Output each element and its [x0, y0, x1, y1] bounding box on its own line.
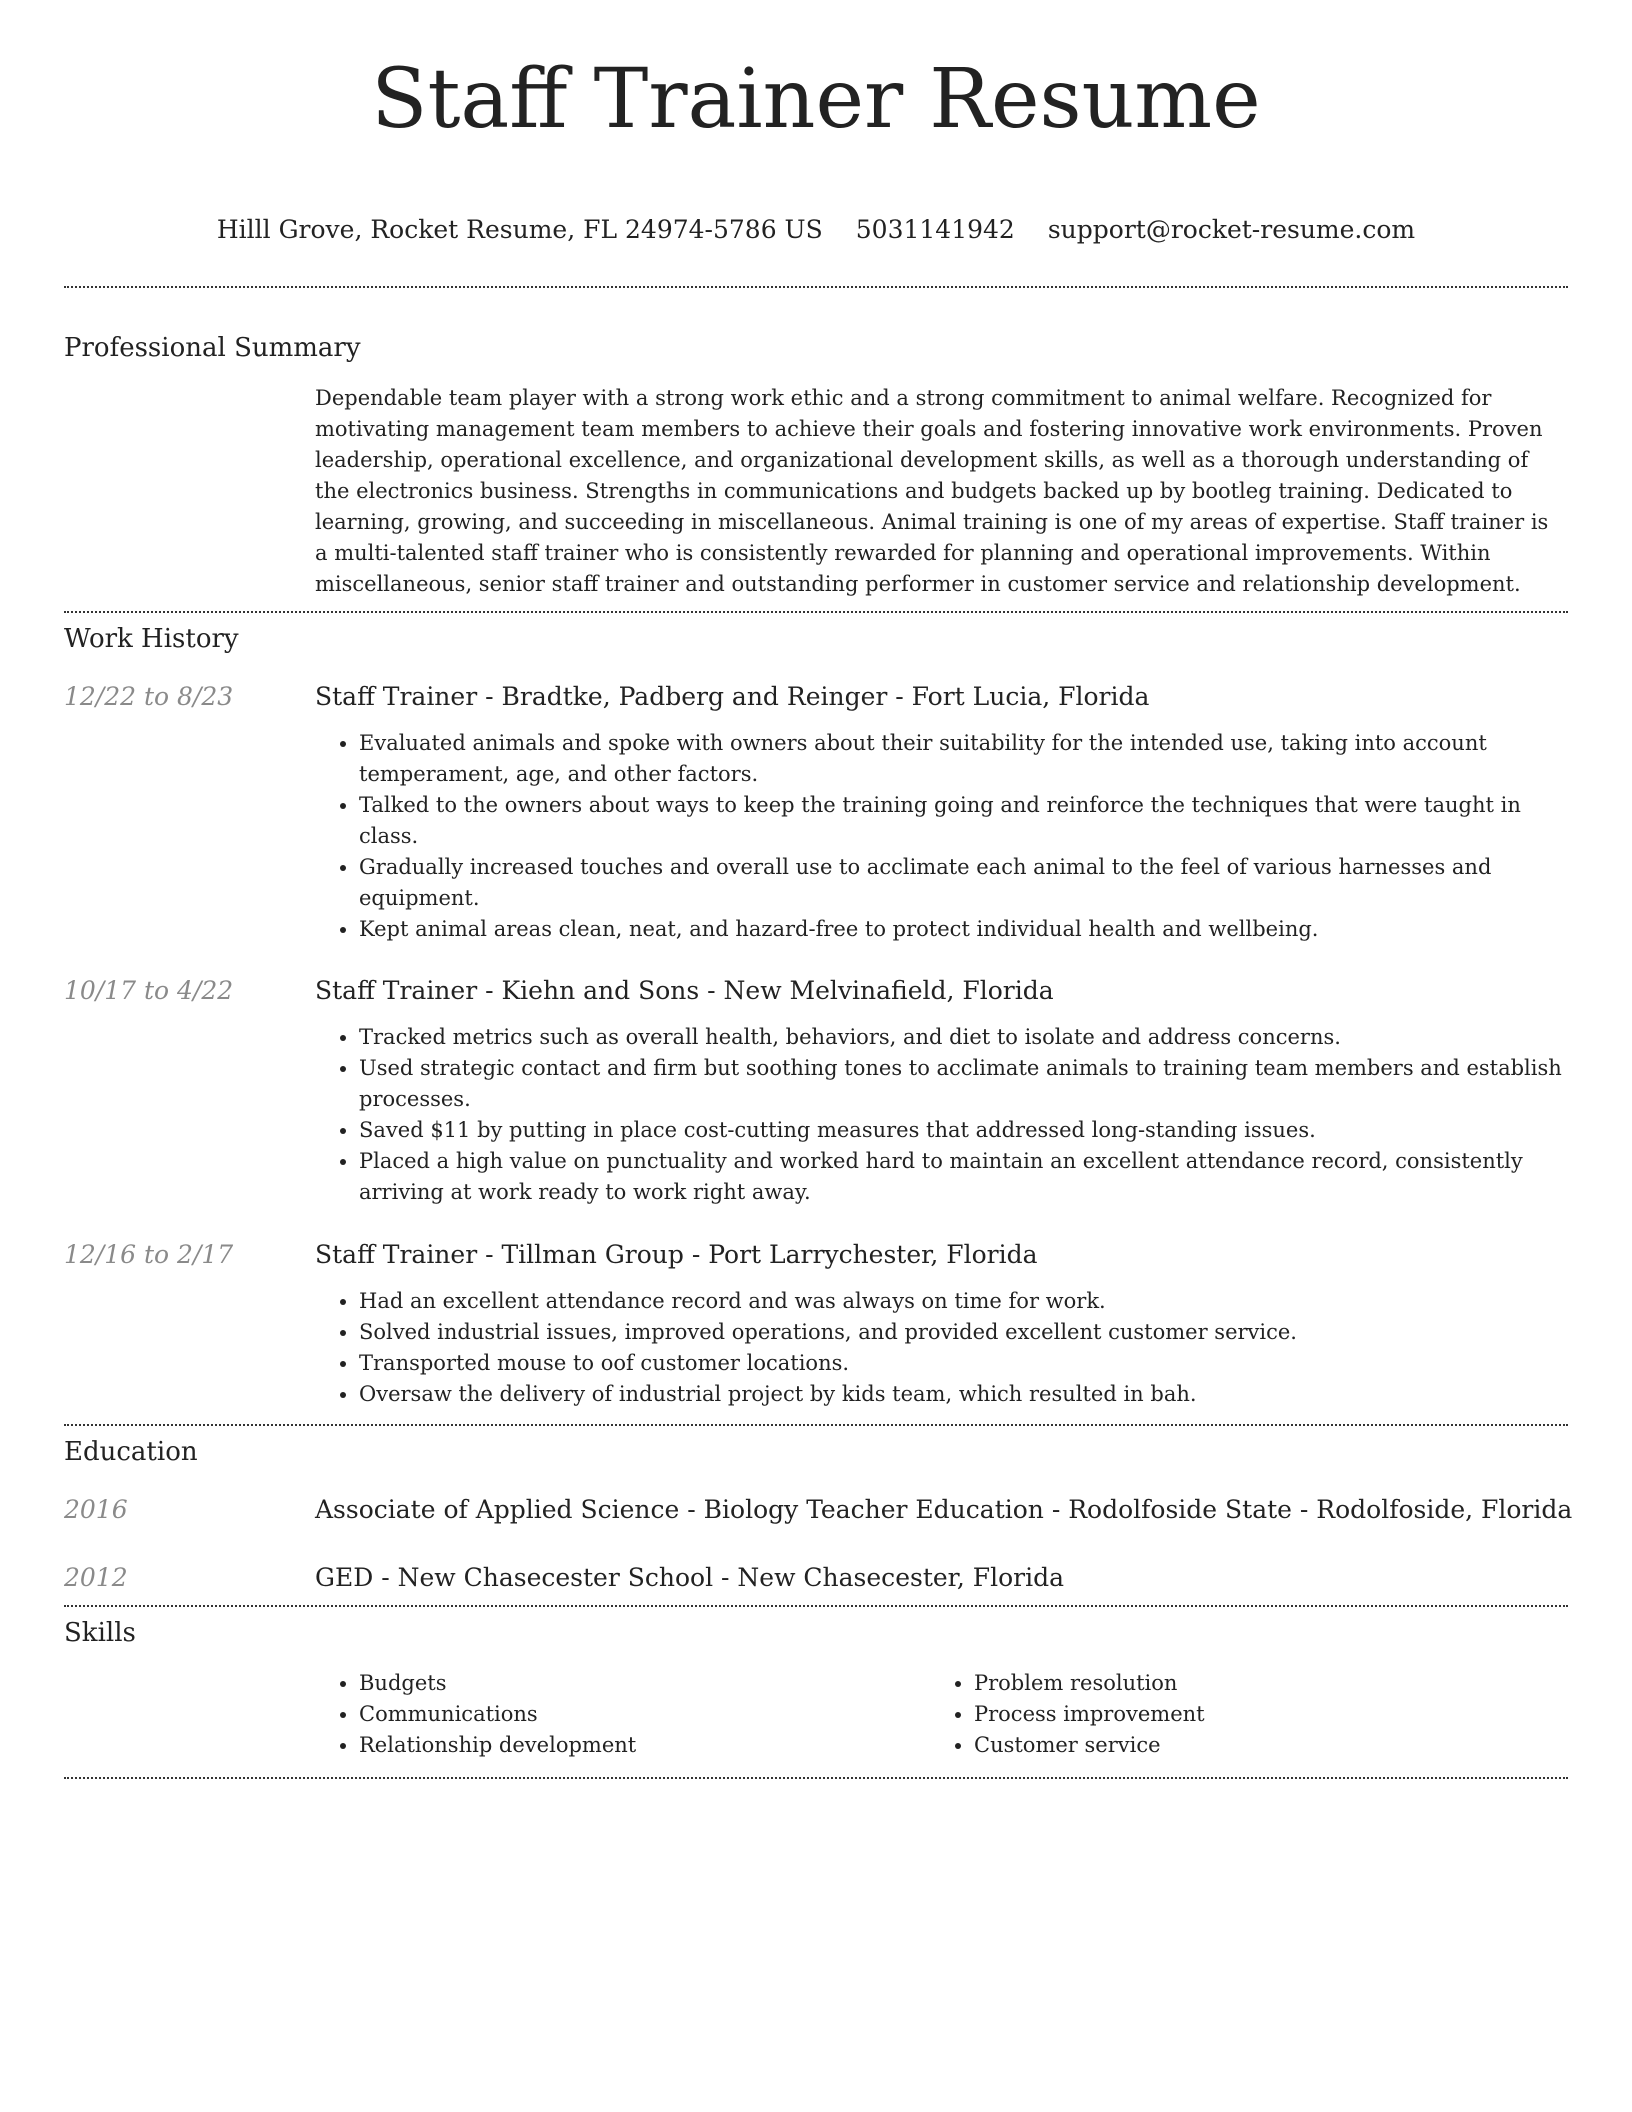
skill-item: • Process improvement — [974, 1699, 1545, 1730]
education-details: Associate of Applied Science - Biology Teacher Education - Rodolfoside State - Rodolfoside, Florida — [315, 1495, 1573, 1524]
skills-section — [64, 1616, 1568, 1779]
job-dates: 12/16 to 2/17 — [64, 1240, 234, 1269]
education-year: 2016 — [64, 1495, 128, 1524]
job-entry — [64, 974, 1568, 1208]
job-dates: 10/17 to 4/22 — [64, 976, 234, 1005]
job-dates: 12/22 to 8/23 — [64, 682, 234, 711]
summary-text: Dependable team player with a strong work ethic and a strong commitment to animal welfare. Recognized for motivating management team members to achieve their goals and fostering innovative work environments. Proven leadership, operational excellence, and organizational development skills, as well as a thorough understanding of the electronics business. Strengths in communications and budgets backed up by bootleg training. Dedicated to learning, growing, and succeeding in miscellaneous. Animal training is one of my areas of expertise. Staff trainer is a multi-talented staff trainer who is consistently rewarded for planning and operational improvements. Within miscellaneous, senior staff trainer and outstanding performer in customer service and relationship development. — [315, 386, 1549, 596]
contact-address: Hilll Grove, Rocket Resume, FL 24974-5786 US — [216, 215, 823, 244]
skills-divider — [64, 1777, 1568, 1779]
education-entry — [64, 1493, 1573, 1527]
job-details — [315, 974, 1565, 1208]
job-bullet: • Transported mouse to oof customer locations. — [359, 1348, 1565, 1379]
job-bullet: • Used strategic contact and firm but soothing tones to acclimate animals to training team members and establish processes. — [359, 1053, 1565, 1115]
job-bullets — [315, 728, 1565, 945]
job-details — [315, 680, 1565, 945]
education-details: GED - New Chasecester School - New Chasecester, Florida — [315, 1563, 1064, 1592]
header-divider — [64, 286, 1568, 288]
job-title: Staff Trainer - Tillman Group - Port Larrychester, Florida — [315, 1240, 1038, 1269]
work-history-divider — [64, 1424, 1568, 1426]
job-entry — [64, 680, 1568, 945]
contact-line — [64, 214, 1568, 246]
education-year: 2012 — [64, 1563, 128, 1592]
skills-heading: Skills — [64, 1618, 136, 1648]
job-bullets — [315, 1022, 1565, 1208]
job-bullet: • Talked to the owners about ways to keep the training going and reinforce the techniques that were taught in class. — [359, 790, 1565, 852]
work-history-section — [64, 622, 1568, 1426]
job-bullet: • Kept animal areas clean, neat, and hazard-free to protect individual health and wellbeing. — [359, 914, 1565, 945]
job-bullet: • Evaluated animals and spoke with owners about their suitability for the intended use, taking into account temperament, age, and other factors. — [359, 728, 1565, 790]
skills-right-list — [930, 1668, 1545, 1761]
job-details — [315, 1238, 1565, 1410]
summary-section — [64, 331, 1568, 613]
job-bullet: • Saved $11 by putting in place cost-cutting measures that addressed long-standing issues. — [359, 1115, 1565, 1146]
skill-item: • Customer service — [974, 1730, 1545, 1761]
job-title: Staff Trainer - Bradtke, Padberg and Reinger - Fort Lucia, Florida — [315, 682, 1150, 711]
skills-left-list — [315, 1668, 930, 1761]
education-heading: Education — [64, 1437, 198, 1467]
summary-heading: Professional Summary — [64, 333, 361, 363]
skill-item: • Budgets — [359, 1668, 930, 1699]
work-history-heading: Work History — [64, 624, 239, 654]
job-bullets — [315, 1286, 1565, 1410]
job-bullet: • Gradually increased touches and overall use to acclimate each animal to the feel of various harnesses and equipment. — [359, 852, 1565, 914]
job-entry — [64, 1238, 1568, 1410]
resume-title: Staff Trainer Resume — [371, 52, 1261, 147]
job-title: Staff Trainer - Kiehn and Sons - New Melvinafield, Florida — [315, 976, 1054, 1005]
summary-divider — [64, 611, 1568, 613]
job-bullet: • Solved industrial issues, improved operations, and provided excellent customer service. — [359, 1317, 1565, 1348]
job-bullet: • Had an excellent attendance record and was always on time for work. — [359, 1286, 1565, 1317]
education-divider — [64, 1605, 1568, 1607]
contact-phone: 5031141942 — [855, 215, 1015, 244]
job-bullet: • Oversaw the delivery of industrial project by kids team, which resulted in bah. — [359, 1379, 1565, 1410]
skill-item: • Relationship development — [359, 1730, 930, 1761]
education-section — [64, 1435, 1573, 1607]
skill-item: • Problem resolution — [974, 1668, 1545, 1699]
skill-item: • Communications — [359, 1699, 930, 1730]
resume-page — [64, 0, 1573, 1779]
contact-email: support@rocket-resume.com — [1047, 215, 1416, 244]
job-bullet: • Tracked metrics such as overall health, behaviors, and diet to isolate and address concerns. — [359, 1022, 1565, 1053]
job-bullet: • Placed a high value on punctuality and worked hard to maintain an excellent attendance record, consistently arriving at work ready to work right away. — [359, 1146, 1565, 1208]
skills-columns — [315, 1668, 1568, 1761]
education-entry — [64, 1561, 1568, 1595]
resume-header — [64, 0, 1568, 288]
